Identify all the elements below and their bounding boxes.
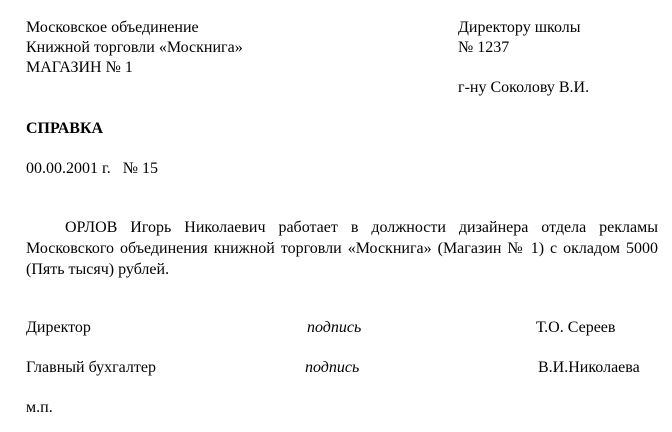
signature-name-accountant: В.И.Николаева [538,359,640,376]
sender-line-3: МАГАЗИН № 1 [26,59,133,76]
signature-placeholder-accountant: подпись [305,359,360,376]
signature-position-accountant: Главный бухгалтер [26,359,156,376]
document-body: ОРЛОВ Игорь Николаевич работает в должности дизайнера отдела рекламы Московского объединения книжной торговли «Москнига» (Магазин № 1) с окладом 5000 (Пять тысяч) рублей. [26,219,658,278]
signature-placeholder-director: подпись [307,319,362,336]
signature-position-director: Директор [26,319,91,336]
document-title: СПРАВКА [26,120,104,137]
sender-line-1: Московское объединение [26,19,199,36]
addressee-line-1: Директору школы [458,19,581,36]
stamp-place: м.п. [26,399,53,416]
addressee-line-3: г-ну Соколову В.И. [458,79,590,96]
sender-line-2: Книжной торговли «Москнига» [26,39,243,56]
signature-name-director: Т.О. Сереев [536,319,616,336]
addressee-line-2: № 1237 [458,39,510,56]
document-date-number: 00.00.2001 г. № 15 [26,160,159,177]
